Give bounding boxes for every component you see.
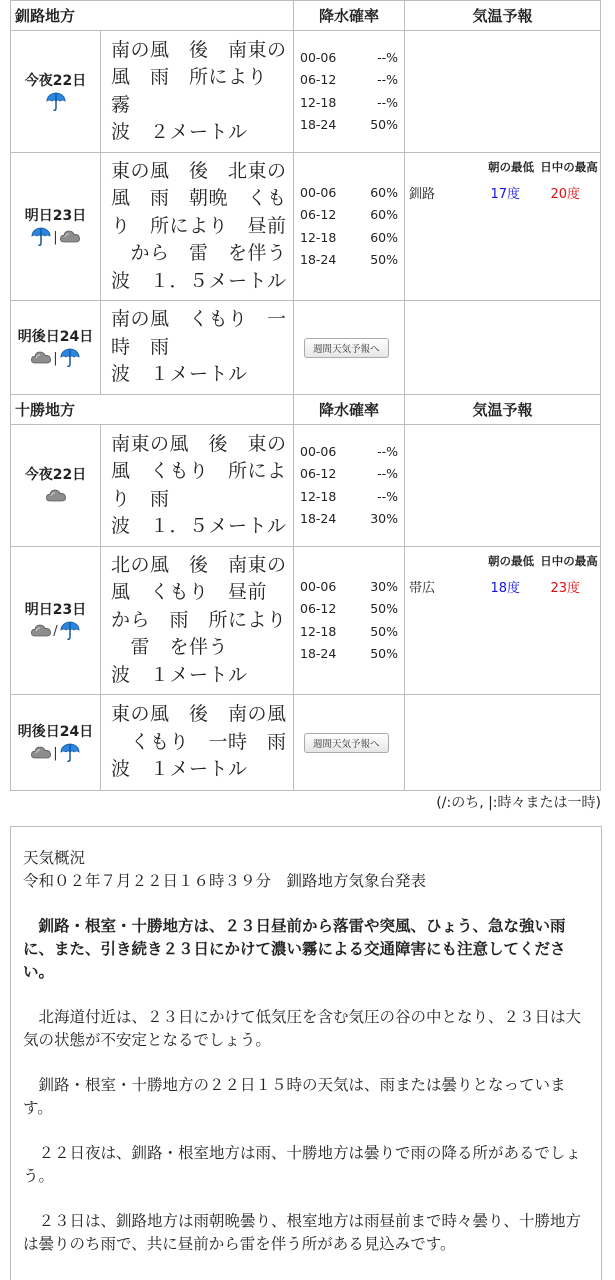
forecast-line: から 雨 所により (111, 608, 287, 631)
icon-separator: | (53, 351, 58, 366)
pop-row (300, 643, 398, 666)
pop-row (300, 621, 398, 644)
forecast-line: から 雷 を伴う (111, 242, 287, 265)
region-header-blank (101, 1, 294, 31)
forecast-table (10, 0, 601, 791)
forecast-line: 南東の風 後 東の (111, 432, 287, 455)
forecast-text (101, 547, 294, 695)
forecast-line: 波 １メートル (111, 758, 248, 781)
pop-row (300, 576, 398, 599)
forecast-row (11, 153, 601, 301)
pop-row (300, 441, 398, 464)
temp-header: 気温予報 (405, 395, 601, 425)
pop-cell (294, 301, 405, 395)
temp-max: 20度 (550, 187, 580, 202)
pop-time: 18-24 (300, 511, 337, 526)
pop-header: 降水確率 (294, 395, 405, 425)
icon-legend: (/:のち, |:時々または一時) (436, 795, 601, 811)
forecast-row (11, 425, 601, 547)
temp-max-label: 日中の最高 (540, 554, 598, 568)
pop-time: 00-06 (300, 184, 337, 200)
pop-time: 12-18 (300, 488, 337, 504)
pop-value: 50% (370, 623, 398, 639)
pop-value: 50% (370, 117, 398, 132)
forecast-line: り 所により 昼前 (111, 214, 287, 237)
overview-issued: 令和０２年７月２２日１６時３９分 釧路地方気象台発表 (23, 872, 427, 890)
forecast-line: 風 くもり 昼前 (111, 581, 268, 604)
pop-row (300, 47, 398, 70)
day-cell (11, 547, 101, 695)
cloud-icon (59, 227, 81, 249)
cloud-icon (30, 621, 52, 643)
temp-cell (405, 153, 601, 301)
forecast-line: 南の風 くもり 一 (111, 308, 287, 331)
weather-icons (13, 227, 98, 249)
day-label: 明後日24日 (17, 328, 94, 345)
forecast-text (101, 425, 294, 547)
pop-row (300, 508, 398, 531)
temp-head (482, 159, 598, 175)
temp-min: 17度 (490, 187, 520, 202)
pop-row (300, 463, 398, 486)
forecast-line: 波 １．５メートル (111, 269, 287, 292)
forecast-line: 風 雨 朝晩 くも (111, 187, 287, 210)
pop-value: 50% (370, 646, 398, 661)
forecast-line: 霧 (111, 93, 131, 116)
forecast-line: 雷 を伴う (111, 636, 229, 659)
temp-city: 帯広 (409, 581, 436, 596)
forecast-line: り 雨 (111, 487, 170, 510)
forecast-row (11, 547, 601, 695)
pop-time: 12-18 (300, 229, 337, 245)
pop-time: 06-12 (300, 466, 337, 481)
umbrella-icon (45, 90, 67, 116)
forecast-line: 風 雨 所により (111, 66, 268, 88)
pop-cell (294, 31, 405, 153)
weekly-forecast-button[interactable]: 週間天気予報へ (304, 733, 389, 753)
forecast-line: 北の風 後 南東の (111, 553, 287, 576)
pop-cell (294, 547, 405, 695)
pop-row (300, 486, 398, 509)
forecast-line: 波 ２メートル (111, 121, 248, 143)
pop-value: --% (377, 488, 398, 504)
day-label: 今夜22日 (24, 72, 87, 89)
overview-title: 天気概況 (23, 849, 86, 867)
pop-value: --% (377, 49, 398, 65)
pop-row (300, 92, 398, 115)
temp-cell (405, 31, 601, 153)
temp-min: 18度 (490, 581, 520, 596)
day-label: 今夜22日 (24, 466, 87, 483)
pop-time: 12-18 (300, 623, 337, 639)
forecast-text (101, 31, 294, 153)
weekly-forecast-button[interactable]: 週間天気予報へ (304, 338, 389, 358)
pop-time: 00-06 (300, 578, 337, 594)
temp-header: 気温予報 (405, 1, 601, 31)
weather-icons (13, 743, 98, 765)
pop-value: --% (377, 72, 398, 87)
forecast-line: 南の風 後 南東の (111, 38, 287, 61)
weather-icons (13, 92, 98, 114)
day-cell (11, 31, 101, 153)
pop-row (300, 227, 398, 250)
forecast-line: 波 １メートル (111, 663, 248, 686)
overview-paragraph: 釧路・根室・十勝地方の２２日１５時の天気は、雨または曇りとなっています。 (23, 1076, 566, 1117)
forecast-line: 波 １．５メートル (111, 515, 287, 537)
umbrella-icon (59, 741, 81, 767)
pop-row (300, 204, 398, 227)
forecast-row (11, 31, 601, 153)
temp-cell (405, 425, 601, 547)
day-label: 明後日24日 (17, 723, 94, 740)
pop-value: 30% (370, 578, 398, 594)
weather-overview (10, 826, 602, 1280)
umbrella-icon (30, 225, 52, 251)
pop-time: 06-12 (300, 207, 337, 222)
temp-head (482, 553, 598, 569)
pop-value: 50% (370, 252, 398, 267)
temp-city: 釧路 (409, 187, 436, 202)
forecast-line: 波 １メートル (111, 363, 248, 386)
forecast-text (101, 695, 294, 791)
pop-value: --% (377, 94, 398, 110)
overview-paragraph: 釧路・根室・十勝地方は、２３日昼前から落雷や突風、ひょう、急な強い雨に、また、引き続き２３日にかけて濃い霧による交通障害にも注意してください。 (23, 917, 566, 981)
weather-icons (13, 621, 98, 643)
temp-cell (405, 547, 601, 695)
umbrella-icon (59, 619, 81, 645)
day-label: 明日23日 (24, 207, 87, 224)
region-header-blank (101, 395, 294, 425)
icon-separator: | (53, 746, 58, 761)
overview-paragraph: 北海道付近は、２３日にかけて低気圧を含む気圧の谷の中となり、２３日は大気の状態が不安定となるでしょう。 (23, 1008, 582, 1049)
pop-cell (294, 695, 405, 791)
pop-value: 60% (370, 229, 398, 245)
pop-time: 18-24 (300, 117, 337, 132)
pop-value: 60% (370, 207, 398, 222)
cloud-icon (30, 348, 52, 370)
temp-cell (405, 301, 601, 395)
pop-cell (294, 153, 405, 301)
region-name: 十勝地方 (11, 395, 101, 425)
cloud-icon (45, 486, 67, 508)
pop-time: 18-24 (300, 646, 337, 661)
pop-time: 00-06 (300, 49, 337, 65)
forecast-line: くもり 一時 雨 (111, 730, 287, 753)
pop-time: 06-12 (300, 601, 337, 616)
region-header-row (11, 1, 601, 31)
pop-time: 12-18 (300, 94, 337, 110)
forecast-text (101, 301, 294, 395)
icon-separator: / (53, 624, 58, 639)
day-cell (11, 425, 101, 547)
pop-row (300, 69, 398, 92)
pop-value: --% (377, 443, 398, 459)
overview-paragraph: ２２日夜は、釧路・根室地方は雨、十勝地方は曇りで雨の降る所があるでしょう。 (23, 1144, 581, 1185)
overview-paragraph: ２３日は、釧路地方は雨朝晩曇り、根室地方は雨昼前まで時々曇り、十勝地方は曇りのち雨で、共に昼前から雷を伴う所がある見込みです。 (23, 1212, 582, 1253)
weather-icons (13, 348, 98, 370)
pop-value: 60% (370, 184, 398, 200)
pop-row (300, 182, 398, 205)
icon-separator: | (53, 230, 58, 245)
day-cell (11, 153, 101, 301)
pop-time: 18-24 (300, 252, 337, 267)
forecast-line: 時 雨 (111, 335, 170, 358)
pop-row (300, 114, 398, 137)
temp-max-label: 日中の最高 (540, 160, 598, 174)
pop-value: 50% (370, 601, 398, 616)
temp-cell (405, 695, 601, 791)
pop-cell (294, 425, 405, 547)
day-cell (11, 301, 101, 395)
forecast-line: 東の風 後 南の風 (111, 703, 287, 726)
temp-min-label: 朝の最低 (488, 160, 534, 174)
forecast-row (11, 301, 601, 395)
day-label: 明日23日 (24, 601, 87, 618)
pop-header: 降水確率 (294, 1, 405, 31)
temp-min-label: 朝の最低 (488, 554, 534, 568)
pop-value: 30% (370, 511, 398, 526)
region-header-row (11, 395, 601, 425)
umbrella-icon (59, 346, 81, 372)
weather-icons (13, 486, 98, 508)
cloud-icon (30, 743, 52, 765)
temp-max: 23度 (550, 581, 580, 596)
region-name: 釧路地方 (11, 1, 101, 31)
pop-row (300, 249, 398, 272)
overview-body (23, 915, 589, 1256)
pop-value: --% (377, 466, 398, 481)
forecast-row (11, 695, 601, 791)
forecast-line: 風 くもり 所によ (111, 460, 287, 482)
pop-time: 00-06 (300, 443, 337, 459)
forecast-line: 東の風 後 北東の (111, 159, 287, 182)
pop-time: 06-12 (300, 72, 337, 87)
day-cell (11, 695, 101, 791)
pop-row (300, 598, 398, 621)
forecast-text (101, 153, 294, 301)
